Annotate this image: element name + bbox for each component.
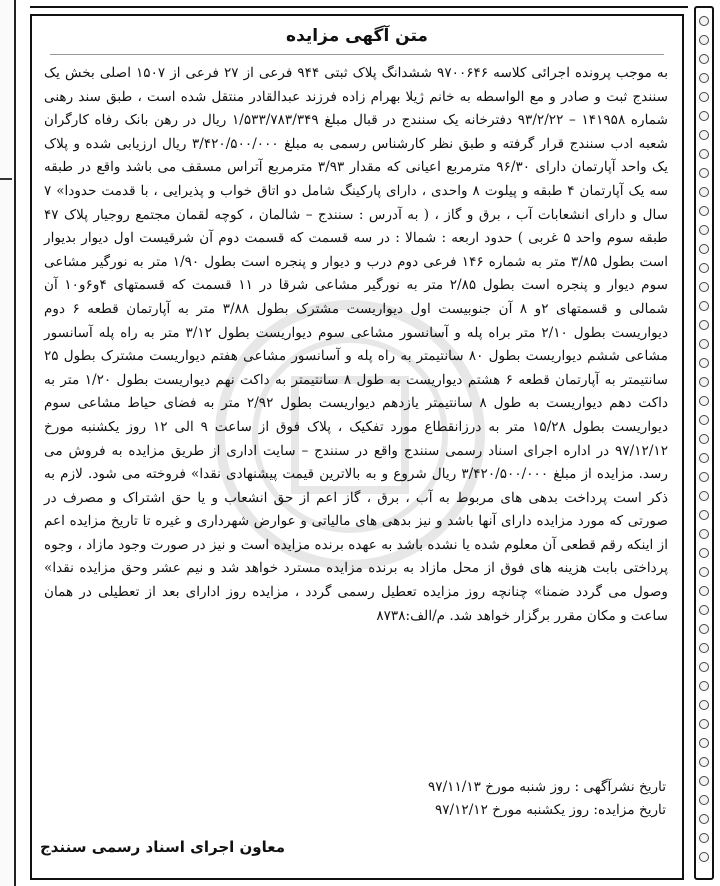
perforation-hole: [699, 586, 709, 596]
perforation-hole: [699, 719, 709, 729]
perforation-hole: [699, 415, 709, 425]
perforation-hole: [699, 54, 709, 64]
notice-dates: [428, 776, 666, 822]
perforation-hole: [699, 548, 709, 558]
perforation-hole: [699, 472, 709, 482]
perforation-hole: [699, 833, 709, 843]
perforation-hole: [699, 149, 709, 159]
left-page-edge: [0, 0, 16, 886]
perforation-hole: [699, 168, 709, 178]
right-page-edge: [690, 0, 720, 886]
perforation-hole: [699, 510, 709, 520]
perforation-hole: [699, 491, 709, 501]
title-divider: [50, 54, 664, 55]
perforation-hole: [699, 377, 709, 387]
perforation-hole: [699, 130, 709, 140]
perforation-hole: [699, 605, 709, 615]
perforation-hole: [699, 187, 709, 197]
perforation-hole: [699, 35, 709, 45]
perforation-hole: [699, 244, 709, 254]
perforation-hole: [699, 320, 709, 330]
perforation-hole: [699, 643, 709, 653]
edge-mark: [0, 178, 12, 180]
perforation-hole: [699, 73, 709, 83]
perforation-hole: [699, 206, 709, 216]
perforation-hole: [699, 795, 709, 805]
perforation-hole: [699, 396, 709, 406]
perforation-hole: [699, 624, 709, 634]
perforation-hole: [699, 814, 709, 824]
issuer-signature: معاون اجرای اسناد رسمی سنندج: [40, 838, 286, 856]
perforation-hole: [699, 358, 709, 368]
perforation-hole: [699, 111, 709, 121]
perforated-strip: [694, 6, 714, 880]
perforation-hole: [699, 16, 709, 26]
perforation-hole: [699, 529, 709, 539]
perforation-hole: [699, 434, 709, 444]
perforation-hole: [699, 92, 709, 102]
perforation-hole: [699, 567, 709, 577]
perforation-hole: [699, 339, 709, 349]
perforation-hole: [699, 662, 709, 672]
perforation-hole: [699, 757, 709, 767]
perforation-hole: [699, 263, 709, 273]
perforation-hole: [699, 852, 709, 862]
perforation-hole: [699, 453, 709, 463]
perforation-hole: [699, 225, 709, 235]
auction-date: تاریخ مزایده: روز یکشنبه مورخ ۹۷/۱۲/۱۲: [434, 802, 666, 818]
perforation-hole: [699, 681, 709, 691]
publish-date: تاریخ نشرآگهی : روز شنبه مورخ ۹۷/۱۱/۱۳: [428, 779, 666, 795]
notice-title: متن آگهی مزایده: [286, 26, 428, 46]
notice-body: به موجب پرونده اجرائی کلاسه ۹۷۰۰۶۴۶ ششدانگ پلاک ثبتی ۹۴۴ فرعی از ۲۷ فرعی از ۱۵۰۷ اصلی بخش یک سنندج ثبت و صادر و مع الواسطه به خانم ژیلا بهرام زاده فرزند عبدالقادر منتقل شده است ، طبق سند رهنی شماره ۱۴۱۹۵۸ – ۹۳/۲/۲۲ دفترخانه یک سنندج در قبال مبلغ ۱/۵۳۳/۷۸۳/۳۴۹ ریال در رهن بانک رفاه کارگران شعبه ادب سنندج قرار گرفته و طبق نظر کارشناس رسمی به مبلغ ۳/۴۲۰/۵۰۰/۰۰۰ ریال ارزیابی شده و پلاک یک واحد آپارتمان دارای ۹۶/۳۰ مترمربع اعیانی که مقدار ۳/۹۳ مترمربع آتراس مسقف می باشد واقع در طبقه سه یک آپارتمان ۴ طبقه و پیلوت ۸ واحدی ، دارای پارکینگ شامل دو اتاق خواب و پذیرایی ، با قدمت حدودا» ۷ سال و دارای انشعابات آب ، برق و گاز ، ( به آدرس : سنندج – شالمان ، کوچه لقمان مجتمع روجیار پلاک ۴۷ طبقه سوم واحد ۵ غربی ) حدود اربعه : شمالا : در سه قسمت که قسمت دوم آن شرقیست اول دیوار بدیوار است بطول ۳/۸۵ متر به شماره ۱۴۶ فرعی دوم درب و دیوار و پنجره است بطول ۱/۹۰ متر به نورگیر مشاعی سوم دیوار و پنجره است بطول ۲/۸۵ متر به نورگیر مشاعی شرقا در ۱۱ قسمت که قسمتهای ۴و۶و۱۰ آن شمالی و قسمتهای ۲و ۸ آن جنوبیست اول دیواریست مشترک بطول ۳/۸۸ متر به آپارتمان قطعه ۶ دوم دیواریست بطول ۲/۱۰ متر براه پله و آسانسور مشاعی سوم دیواریست بطول ۳/۱۲ متر به راه پله آسانسور مشاعی ششم دیواریست بطول ۸۰ سانتیمتر به راه پله و آسانسور مشاعی هفتم دیواریست مشترک بطول ۲۵ سانتیمتر به آپارتمان قطعه ۶ هشتم دیواریست به طول ۸ سانتیمتر به داکت نهم دیواریست بطول ۱/۲۰ متر به داکت دهم دیواریست به طول ۸ سانتیمتر یازدهم دیواریست بطول ۲/۹۲ متر به فضای حیاط مشاعی سوم دیواریست بطول ۱۵/۲۸ متر به درزانقطاع مورد تفکیک ، پلاک فوق از ساعت ۹ الی ۱۲ روز یکشنبه مورخ ۹۷/۱۲/۱۲ در اداره اجرای اسناد رسمی سنندج واقع در سنندج – سایت اداری از طریق مزایده به فروش می رسد. مزایده از مبلغ ۳/۴۲۰/۵۰۰/۰۰۰ ریال شروع و به بالاترین قیمت پیشنهادی نقدا» فروخته می شود. لازم به ذکر است پرداخت بدهی های مربوط به آب ، برق ، گاز اعم از حق انشعاب و یا حق اشتراک و مصرف در صورتی که مورد مزایده دارای آنها باشد و نیز بدهی های مالیاتی و عوارض شهرداری و غیره تا تاریخ مزایده اعم از اینکه رقم قطعی آن معلوم شده یا نشده باشد به عهده برنده مزایده است و نیز در صورت وجود مازاد ، وجوه پرداختی بابت هزینه های فوق از محل مازاد به برنده مزایده مسترد خواهد شد و نیم عشر وحق مزایده نقدا» وصول می گردد ضمنا» چنانچه روز مزایده تعطیل رسمی گردد ، مزایده روز ادارای بعد از تعطیلی در همان ساعت و مکان مقرر برگزار خواهد شد. م/الف:۸۷۳۸: [44, 65, 669, 624]
perforation-hole: [699, 301, 709, 311]
perforation-hole: [699, 282, 709, 292]
perforation-hole: [699, 738, 709, 748]
top-border: [30, 0, 688, 8]
auction-notice-card: [30, 14, 684, 880]
perforation-hole: [699, 776, 709, 786]
perforation-hole: [699, 700, 709, 710]
